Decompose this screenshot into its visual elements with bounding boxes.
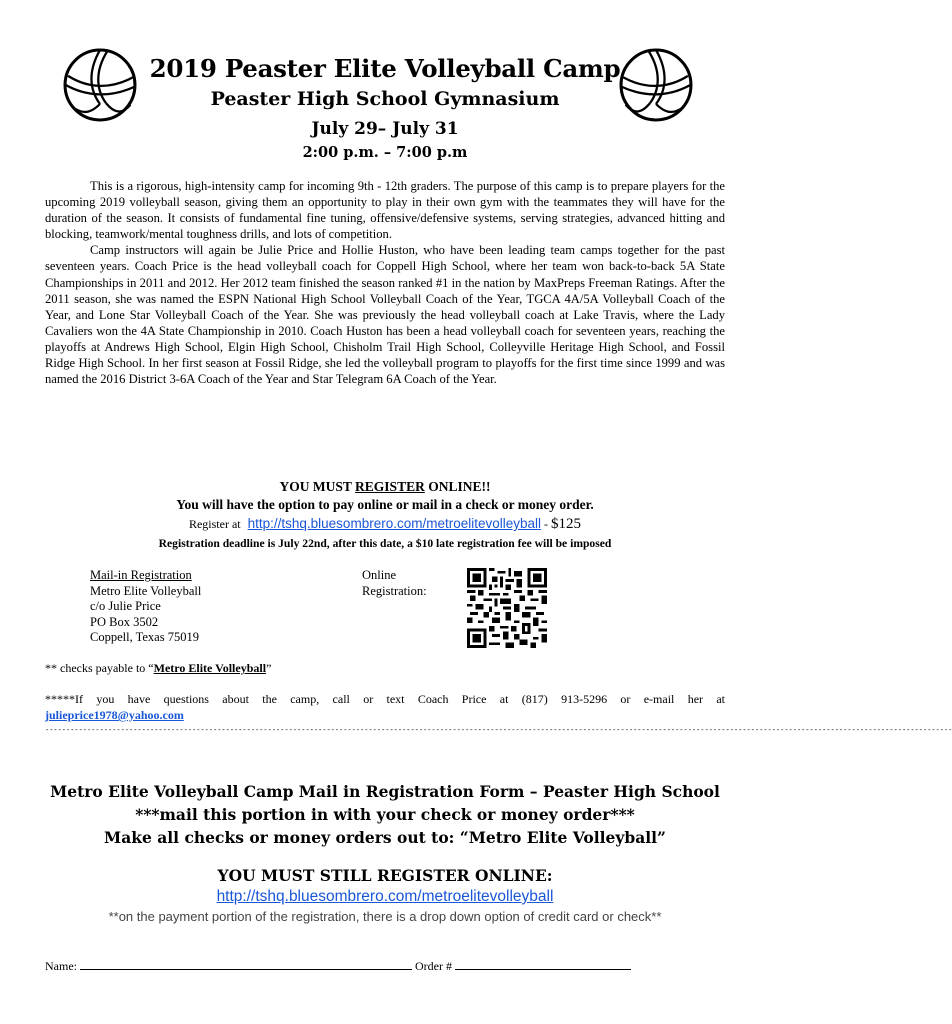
dates-heading: July 29– July 31 xyxy=(311,119,459,139)
name-field[interactable] xyxy=(80,958,412,970)
venue-heading: Peaster High School Gymnasium xyxy=(210,88,560,110)
price-separator: - xyxy=(544,517,552,531)
checks-payable-suffix: ” xyxy=(266,661,272,675)
times-heading: 2:00 p.m. – 7:00 p.m xyxy=(302,144,468,161)
mail-in-block xyxy=(90,568,201,646)
contact-email-link[interactable]: julieprice1978@yahoo.com xyxy=(45,708,184,722)
camp-title: 2019 Peaster Elite Volleyball Camp xyxy=(149,54,621,83)
checks-payable-prefix: ** checks payable to “ xyxy=(45,661,154,675)
payment-portion-note: **on the payment portion of the registration, there is a drop down option of credit card or check** xyxy=(108,909,662,924)
mail-in-line: Metro Elite Volleyball xyxy=(90,583,202,598)
must-register-heading xyxy=(0,479,770,495)
payment-option-text: You will have the option to pay online or mail in a check or money order. xyxy=(176,497,594,512)
form-title: Metro Elite Volleyball Camp Mail in Registration Form – Peaster High School xyxy=(50,782,720,801)
registration-deadline: Registration deadline is July 22nd, after this date, a $10 late registration fee will be imposed xyxy=(158,537,612,550)
questions-text: *****If you have questions about the camp, call or text Coach Price at (817) 913-5296 or e-mail her at xyxy=(45,692,725,706)
form-registration-link[interactable]: http://tshq.bluesombrero.com/metroelitevolleyball xyxy=(216,888,554,905)
still-register-heading: YOU MUST STILL REGISTER ONLINE: xyxy=(217,866,553,885)
register-at-label: Register at xyxy=(188,517,241,531)
order-number-field[interactable] xyxy=(455,958,631,970)
online-registration-label xyxy=(362,568,427,599)
registration-link[interactable]: http://tshq.bluesombrero.com/metroelitevolleyball xyxy=(247,516,542,531)
cut-line-divider: ------------------------------------------------------------------------------------------------------------------------------------------------------------------------------------------------------------------------ xyxy=(45,727,952,735)
name-label: Name: xyxy=(45,959,77,973)
order-label: Order # xyxy=(415,959,452,973)
mail-portion-note: ***mail this portion in with your check or money order*** xyxy=(135,805,635,824)
checks-payee: Metro Elite Volleyball xyxy=(153,661,267,675)
must-register-suffix: ONLINE!! xyxy=(424,479,491,494)
mail-in-line: c/o Julie Price xyxy=(90,599,161,613)
form-link-row xyxy=(0,888,770,906)
checks-out-note: Make all checks or money orders out to: “Metro Elite Volleyball” xyxy=(104,828,666,847)
intro-paragraph-2: Camp instructors will again be Julie Price and Hollie Huston, who have been leading team camps together for the past seventeen years. Coach Price is the head volleyball coach for Coppell High School, where her team won back-to-back 5A State Championships in 2011 and 2012. Her 2012 team finished the season ranked #1 in the nation by MaxPreps Freeman Ratings. After the 2011 season, she was named the ESPN National High School Volleyball Coach of the Year, TGCA 4A/5A Volleyball Coach of the Year, and Lone Star Volleyball Coach of the Year. She was previously the head volleyball coach at Lake Travis, where the Lady Cavaliers won the 4A State Championship in 2010. Coach Huston has been a head volleyball coach for seventeen years, reaching the playoffs at Andrews High School, Elgin High School, Chisholm Trail High School, Colleyville Heritage High School, and Fossil Ridge High School. In her first season at Fossil Ridge, she led the volleyball program to playoffs for the first time since 1999 and was named the 2016 District 3-6A Coach of the Year and Star Telegram 6A Coach of the Year. xyxy=(45,243,725,387)
must-register-prefix: YOU MUST xyxy=(279,479,356,494)
registration-label: Registration: xyxy=(362,583,427,598)
camp-price: $125 xyxy=(551,516,582,532)
mail-in-heading: Mail-in Registration xyxy=(90,568,192,582)
register-at-line xyxy=(0,516,770,533)
online-label: Online xyxy=(362,568,397,582)
name-order-row xyxy=(45,958,631,974)
checks-payable-line xyxy=(45,661,271,676)
qr-code-icon[interactable] xyxy=(467,568,547,648)
mail-in-line: Coppell, Texas 75019 xyxy=(90,630,199,644)
intro-text xyxy=(45,178,725,387)
mail-in-line: PO Box 3502 xyxy=(90,614,159,629)
must-register-underlined: REGISTER xyxy=(355,479,425,494)
intro-paragraph-1: This is a rigorous, high-intensity camp for incoming 9th - 12th graders. The purpose of this camp is to prepare players for the upcoming 2019 volleyball season, giving them an opportunity to play in their own gym with the teammates they will have for the duration of the season. It consists of fundamental fine tuning, offensive/defensive systems, serving strategies, advanced hitting and blocking, teamwork/mental toughness drills, and lots of competition. xyxy=(45,179,725,242)
